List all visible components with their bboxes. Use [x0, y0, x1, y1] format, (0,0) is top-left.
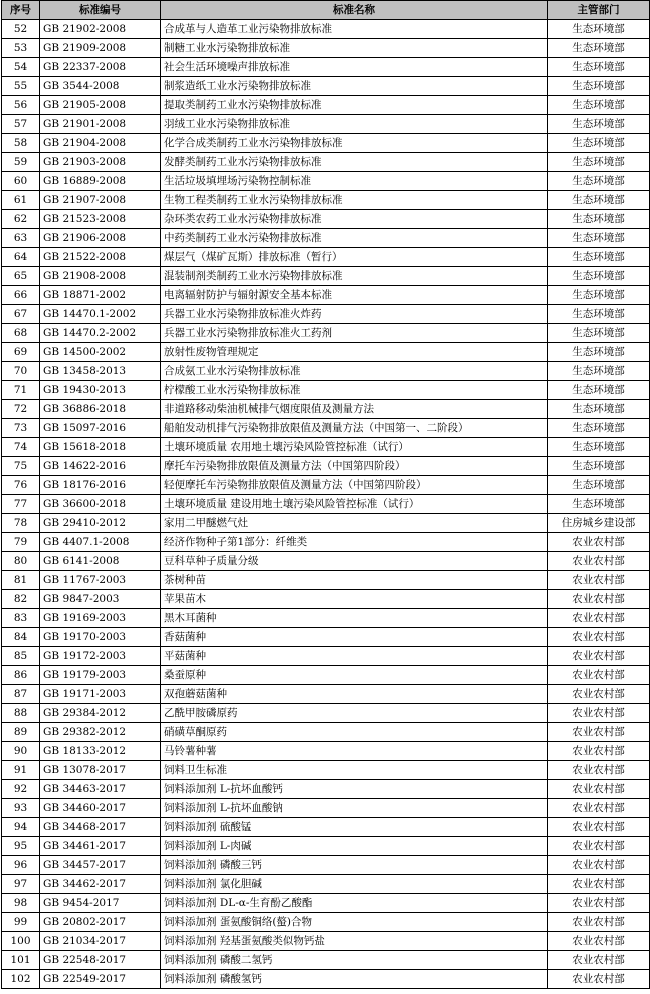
department-cell: 农业农村部 — [548, 761, 650, 780]
table-row — [2, 856, 650, 875]
department-cell: 农业农村部 — [548, 837, 650, 856]
standard-name-cell: 土壤环境质量 建设用地土壤污染风险管控标准（试行） — [161, 495, 548, 514]
standard-code-cell: GB 14470.2-2002 — [40, 324, 161, 343]
standard-name-cell: 饲料添加剂 L-肉碱 — [161, 837, 548, 856]
department-cell: 生态环境部 — [548, 77, 650, 96]
department-cell: 农业农村部 — [548, 818, 650, 837]
standard-name-cell: 饲料卫生标准 — [161, 761, 548, 780]
standard-code-cell: GB 19430-2013 — [40, 381, 161, 400]
header-standard-code: 标准编号 — [40, 1, 161, 20]
header-row — [2, 1, 650, 20]
standard-name-cell: 化学合成类制药工业水污染物排放标准 — [161, 134, 548, 153]
serial-number-cell: 71 — [2, 381, 40, 400]
department-cell: 生态环境部 — [548, 20, 650, 39]
standard-name-cell: 饲料添加剂 L-抗坏血酸钙 — [161, 780, 548, 799]
department-cell: 生态环境部 — [548, 362, 650, 381]
standard-code-cell: GB 34461-2017 — [40, 837, 161, 856]
standard-name-cell: 乙酰甲胺磷原药 — [161, 704, 548, 723]
table-row — [2, 286, 650, 305]
standard-code-cell: GB 19171-2003 — [40, 685, 161, 704]
standard-code-cell: GB 21901-2008 — [40, 115, 161, 134]
standard-code-cell: GB 14622-2016 — [40, 457, 161, 476]
table-row — [2, 590, 650, 609]
serial-number-cell: 58 — [2, 134, 40, 153]
department-cell: 生态环境部 — [548, 39, 650, 58]
standard-code-cell: GB 13458-2013 — [40, 362, 161, 381]
table-row — [2, 970, 650, 989]
standard-name-cell: 中药类制药工业水污染物排放标准 — [161, 229, 548, 248]
serial-number-cell: 101 — [2, 951, 40, 970]
table-row — [2, 647, 650, 666]
table-row — [2, 96, 650, 115]
serial-number-cell: 95 — [2, 837, 40, 856]
standard-code-cell: GB 3544-2008 — [40, 77, 161, 96]
standard-code-cell: GB 36600-2018 — [40, 495, 161, 514]
department-cell: 生态环境部 — [548, 324, 650, 343]
standard-code-cell: GB 22548-2017 — [40, 951, 161, 970]
standard-code-cell: GB 11767-2003 — [40, 571, 161, 590]
serial-number-cell: 75 — [2, 457, 40, 476]
table-row — [2, 400, 650, 419]
table-row — [2, 153, 650, 172]
department-cell: 生态环境部 — [548, 419, 650, 438]
department-cell: 农业农村部 — [548, 533, 650, 552]
standard-code-cell: GB 34463-2017 — [40, 780, 161, 799]
table-row — [2, 362, 650, 381]
serial-number-cell: 62 — [2, 210, 40, 229]
department-cell: 生态环境部 — [548, 476, 650, 495]
table-row — [2, 837, 650, 856]
serial-number-cell: 57 — [2, 115, 40, 134]
serial-number-cell: 88 — [2, 704, 40, 723]
standard-code-cell: GB 21907-2008 — [40, 191, 161, 210]
standard-code-cell: GB 21908-2008 — [40, 267, 161, 286]
serial-number-cell: 74 — [2, 438, 40, 457]
department-cell: 生态环境部 — [548, 495, 650, 514]
table-row — [2, 628, 650, 647]
table-row — [2, 894, 650, 913]
serial-number-cell: 63 — [2, 229, 40, 248]
standard-code-cell: GB 18133-2012 — [40, 742, 161, 761]
serial-number-cell: 85 — [2, 647, 40, 666]
department-cell: 农业农村部 — [548, 913, 650, 932]
standard-name-cell: 桑蚕原种 — [161, 666, 548, 685]
department-cell: 生态环境部 — [548, 210, 650, 229]
standard-name-cell: 苹果苗木 — [161, 590, 548, 609]
standard-name-cell: 饲料添加剂 磷酸二氢钙 — [161, 951, 548, 970]
standard-code-cell: GB 21523-2008 — [40, 210, 161, 229]
table-row — [2, 609, 650, 628]
standard-name-cell: 社会生活环境噪声排放标准 — [161, 58, 548, 77]
standard-name-cell: 饲料添加剂 磷酸三钙 — [161, 856, 548, 875]
header-department: 主管部门 — [548, 1, 650, 20]
serial-number-cell: 96 — [2, 856, 40, 875]
serial-number-cell: 56 — [2, 96, 40, 115]
serial-number-cell: 53 — [2, 39, 40, 58]
table-row — [2, 780, 650, 799]
standard-name-cell: 兵器工业水污染物排放标准火工药剂 — [161, 324, 548, 343]
standard-code-cell: GB 29382-2012 — [40, 723, 161, 742]
standard-name-cell: 饲料添加剂 L-抗坏血酸钠 — [161, 799, 548, 818]
department-cell: 农业农村部 — [548, 780, 650, 799]
standard-code-cell: GB 16889-2008 — [40, 172, 161, 191]
standard-code-cell: GB 14500-2002 — [40, 343, 161, 362]
standard-code-cell: GB 15097-2016 — [40, 419, 161, 438]
department-cell: 农业农村部 — [548, 571, 650, 590]
table-row — [2, 457, 650, 476]
department-cell: 生态环境部 — [548, 457, 650, 476]
table-row — [2, 324, 650, 343]
standard-code-cell: GB 21904-2008 — [40, 134, 161, 153]
department-cell: 农业农村部 — [548, 723, 650, 742]
serial-number-cell: 77 — [2, 495, 40, 514]
serial-number-cell: 61 — [2, 191, 40, 210]
table-row — [2, 913, 650, 932]
table-row — [2, 666, 650, 685]
serial-number-cell: 86 — [2, 666, 40, 685]
standard-code-cell: GB 21034-2017 — [40, 932, 161, 951]
serial-number-cell: 52 — [2, 20, 40, 39]
standard-name-cell: 混装制剂类制药工业水污染物排放标准 — [161, 267, 548, 286]
table-row — [2, 115, 650, 134]
department-cell: 生态环境部 — [548, 343, 650, 362]
standard-name-cell: 轻便摩托车污染物排放限值及测量方法（中国第四阶段） — [161, 476, 548, 495]
standard-code-cell: GB 21906-2008 — [40, 229, 161, 248]
serial-number-cell: 76 — [2, 476, 40, 495]
serial-number-cell: 84 — [2, 628, 40, 647]
serial-number-cell: 54 — [2, 58, 40, 77]
serial-number-cell: 60 — [2, 172, 40, 191]
serial-number-cell: 69 — [2, 343, 40, 362]
department-cell: 生态环境部 — [548, 191, 650, 210]
table-row — [2, 514, 650, 533]
serial-number-cell: 99 — [2, 913, 40, 932]
standard-code-cell: GB 22337-2008 — [40, 58, 161, 77]
serial-number-cell: 65 — [2, 267, 40, 286]
standard-name-cell: 生活垃圾填埋场污染物控制标准 — [161, 172, 548, 191]
standard-name-cell: 船舶发动机排气污染物排放限值及测量方法（中国第一、二阶段） — [161, 419, 548, 438]
serial-number-cell: 68 — [2, 324, 40, 343]
table-row — [2, 438, 650, 457]
department-cell: 农业农村部 — [548, 609, 650, 628]
table-row — [2, 723, 650, 742]
department-cell: 生态环境部 — [548, 96, 650, 115]
standard-code-cell: GB 18871-2002 — [40, 286, 161, 305]
standard-code-cell: GB 21522-2008 — [40, 248, 161, 267]
department-cell: 生态环境部 — [548, 267, 650, 286]
standard-name-cell: 饲料添加剂 DL-α-生育酚乙酸酯 — [161, 894, 548, 913]
serial-number-cell: 89 — [2, 723, 40, 742]
table-row — [2, 210, 650, 229]
table-row — [2, 818, 650, 837]
standard-code-cell: GB 34462-2017 — [40, 875, 161, 894]
serial-number-cell: 55 — [2, 77, 40, 96]
standard-code-cell: GB 4407.1-2008 — [40, 533, 161, 552]
table-row — [2, 305, 650, 324]
standard-name-cell: 饲料添加剂 羟基蛋氨酸类似物钙盐 — [161, 932, 548, 951]
table-body — [2, 20, 650, 989]
department-cell: 农业农村部 — [548, 894, 650, 913]
department-cell: 生态环境部 — [548, 134, 650, 153]
department-cell: 农业农村部 — [548, 970, 650, 989]
department-cell: 农业农村部 — [548, 685, 650, 704]
department-cell: 生态环境部 — [548, 248, 650, 267]
standard-name-cell: 土壤环境质量 农用地土壤污染风险管控标准（试行） — [161, 438, 548, 457]
table-row — [2, 704, 650, 723]
table-row — [2, 552, 650, 571]
standard-name-cell: 合成革与人造革工业污染物排放标准 — [161, 20, 548, 39]
standard-code-cell: GB 9454-2017 — [40, 894, 161, 913]
serial-number-cell: 100 — [2, 932, 40, 951]
department-cell: 生态环境部 — [548, 115, 650, 134]
standard-code-cell: GB 20802-2017 — [40, 913, 161, 932]
standard-code-cell: GB 19169-2003 — [40, 609, 161, 628]
standard-name-cell: 兵器工业水污染物排放标准火炸药 — [161, 305, 548, 324]
standard-code-cell: GB 34457-2017 — [40, 856, 161, 875]
standard-name-cell: 家用二甲醚燃气灶 — [161, 514, 548, 533]
standard-code-cell: GB 21909-2008 — [40, 39, 161, 58]
standard-code-cell: GB 19179-2003 — [40, 666, 161, 685]
standard-name-cell: 制浆造纸工业水污染物排放标准 — [161, 77, 548, 96]
standard-code-cell: GB 19170-2003 — [40, 628, 161, 647]
department-cell: 农业农村部 — [548, 628, 650, 647]
standard-name-cell: 煤层气（煤矿瓦斯）排放标准（暂行） — [161, 248, 548, 267]
serial-number-cell: 87 — [2, 685, 40, 704]
department-cell: 生态环境部 — [548, 400, 650, 419]
standard-name-cell: 硝磺草酮原药 — [161, 723, 548, 742]
serial-number-cell: 81 — [2, 571, 40, 590]
standard-code-cell: GB 34468-2017 — [40, 818, 161, 837]
standard-name-cell: 合成氨工业水污染物排放标准 — [161, 362, 548, 381]
standard-name-cell: 双孢蘑菇菌种 — [161, 685, 548, 704]
table-row — [2, 951, 650, 970]
standard-code-cell: GB 19172-2003 — [40, 647, 161, 666]
standard-name-cell: 平菇菌种 — [161, 647, 548, 666]
standard-name-cell: 饲料添加剂 硫酸锰 — [161, 818, 548, 837]
table-row — [2, 875, 650, 894]
department-cell: 生态环境部 — [548, 153, 650, 172]
serial-number-cell: 59 — [2, 153, 40, 172]
table-row — [2, 419, 650, 438]
department-cell: 农业农村部 — [548, 875, 650, 894]
table-row — [2, 799, 650, 818]
standard-name-cell: 马铃薯种薯 — [161, 742, 548, 761]
department-cell: 农业农村部 — [548, 856, 650, 875]
standard-code-cell: GB 14470.1-2002 — [40, 305, 161, 324]
department-cell: 农业农村部 — [548, 647, 650, 666]
department-cell: 农业农村部 — [548, 704, 650, 723]
department-cell: 生态环境部 — [548, 286, 650, 305]
table-row — [2, 742, 650, 761]
department-cell: 农业农村部 — [548, 742, 650, 761]
standard-name-cell: 饲料添加剂 氯化胆碱 — [161, 875, 548, 894]
serial-number-cell: 91 — [2, 761, 40, 780]
serial-number-cell: 70 — [2, 362, 40, 381]
standard-name-cell: 柠檬酸工业水污染物排放标准 — [161, 381, 548, 400]
standard-name-cell: 制糖工业水污染物排放标准 — [161, 39, 548, 58]
serial-number-cell: 83 — [2, 609, 40, 628]
standard-name-cell: 羽绒工业水污染物排放标准 — [161, 115, 548, 134]
header-serial-number: 序号 — [2, 1, 40, 20]
serial-number-cell: 64 — [2, 248, 40, 267]
standard-code-cell: GB 34460-2017 — [40, 799, 161, 818]
table-row — [2, 39, 650, 58]
standard-code-cell: GB 22549-2017 — [40, 970, 161, 989]
serial-number-cell: 93 — [2, 799, 40, 818]
department-cell: 住房城乡建设部 — [548, 514, 650, 533]
department-cell: 生态环境部 — [548, 58, 650, 77]
standard-name-cell: 放射性废物管理规定 — [161, 343, 548, 362]
standard-code-cell: GB 21902-2008 — [40, 20, 161, 39]
department-cell: 农业农村部 — [548, 666, 650, 685]
table-row — [2, 229, 650, 248]
serial-number-cell: 67 — [2, 305, 40, 324]
department-cell: 生态环境部 — [548, 172, 650, 191]
department-cell: 农业农村部 — [548, 799, 650, 818]
standard-name-cell: 生物工程类制药工业水污染物排放标准 — [161, 191, 548, 210]
serial-number-cell: 82 — [2, 590, 40, 609]
standard-name-cell: 非道路移动柴油机械排气烟度限值及测量方法 — [161, 400, 548, 419]
table-row — [2, 134, 650, 153]
standard-name-cell: 经济作物种子第1部分：纤维类 — [161, 533, 548, 552]
table-row — [2, 58, 650, 77]
table-row — [2, 495, 650, 514]
table-row — [2, 381, 650, 400]
standard-name-cell: 茶树种苗 — [161, 571, 548, 590]
table-row — [2, 533, 650, 552]
standard-code-cell: GB 29384-2012 — [40, 704, 161, 723]
standards-table — [1, 0, 650, 989]
standard-name-cell: 黑木耳菌种 — [161, 609, 548, 628]
department-cell: 农业农村部 — [548, 590, 650, 609]
standard-code-cell: GB 36886-2018 — [40, 400, 161, 419]
standard-code-cell: GB 13078-2017 — [40, 761, 161, 780]
standard-name-cell: 杂环类农药工业水污染物排放标准 — [161, 210, 548, 229]
table-row — [2, 476, 650, 495]
table-row — [2, 172, 650, 191]
serial-number-cell: 98 — [2, 894, 40, 913]
standard-name-cell: 电离辐射防护与辐射源安全基本标准 — [161, 286, 548, 305]
table-row — [2, 248, 650, 267]
serial-number-cell: 97 — [2, 875, 40, 894]
table-header — [2, 1, 650, 20]
table-row — [2, 571, 650, 590]
table-row — [2, 267, 650, 286]
standard-name-cell: 发酵类制药工业水污染物排放标准 — [161, 153, 548, 172]
serial-number-cell: 78 — [2, 514, 40, 533]
standard-code-cell: GB 9847-2003 — [40, 590, 161, 609]
standard-name-cell: 香菇菌种 — [161, 628, 548, 647]
standard-name-cell: 摩托车污染物排放限值及测量方法（中国第四阶段） — [161, 457, 548, 476]
serial-number-cell: 72 — [2, 400, 40, 419]
standard-name-cell: 豆科草种子质量分级 — [161, 552, 548, 571]
serial-number-cell: 92 — [2, 780, 40, 799]
department-cell: 生态环境部 — [548, 305, 650, 324]
table-row — [2, 191, 650, 210]
department-cell: 农业农村部 — [548, 951, 650, 970]
table-row — [2, 685, 650, 704]
serial-number-cell: 102 — [2, 970, 40, 989]
table-row — [2, 20, 650, 39]
department-cell: 农业农村部 — [548, 552, 650, 571]
standard-code-cell: GB 21905-2008 — [40, 96, 161, 115]
standard-code-cell: GB 6141-2008 — [40, 552, 161, 571]
table-row — [2, 343, 650, 362]
serial-number-cell: 80 — [2, 552, 40, 571]
standard-code-cell: GB 29410-2012 — [40, 514, 161, 533]
table-row — [2, 761, 650, 780]
department-cell: 生态环境部 — [548, 381, 650, 400]
serial-number-cell: 79 — [2, 533, 40, 552]
department-cell: 生态环境部 — [548, 438, 650, 457]
standard-name-cell: 提取类制药工业水污染物排放标准 — [161, 96, 548, 115]
table-row — [2, 77, 650, 96]
standard-name-cell: 饲料添加剂 磷酸氢钙 — [161, 970, 548, 989]
standard-code-cell: GB 18176-2016 — [40, 476, 161, 495]
serial-number-cell: 94 — [2, 818, 40, 837]
standard-code-cell: GB 21903-2008 — [40, 153, 161, 172]
standard-name-cell: 饲料添加剂 蛋氨酸铜络(螯)合物 — [161, 913, 548, 932]
serial-number-cell: 66 — [2, 286, 40, 305]
department-cell: 农业农村部 — [548, 932, 650, 951]
header-standard-name: 标准名称 — [161, 1, 548, 20]
standard-code-cell: GB 15618-2018 — [40, 438, 161, 457]
table-row — [2, 932, 650, 951]
serial-number-cell: 73 — [2, 419, 40, 438]
serial-number-cell: 90 — [2, 742, 40, 761]
department-cell: 生态环境部 — [548, 229, 650, 248]
